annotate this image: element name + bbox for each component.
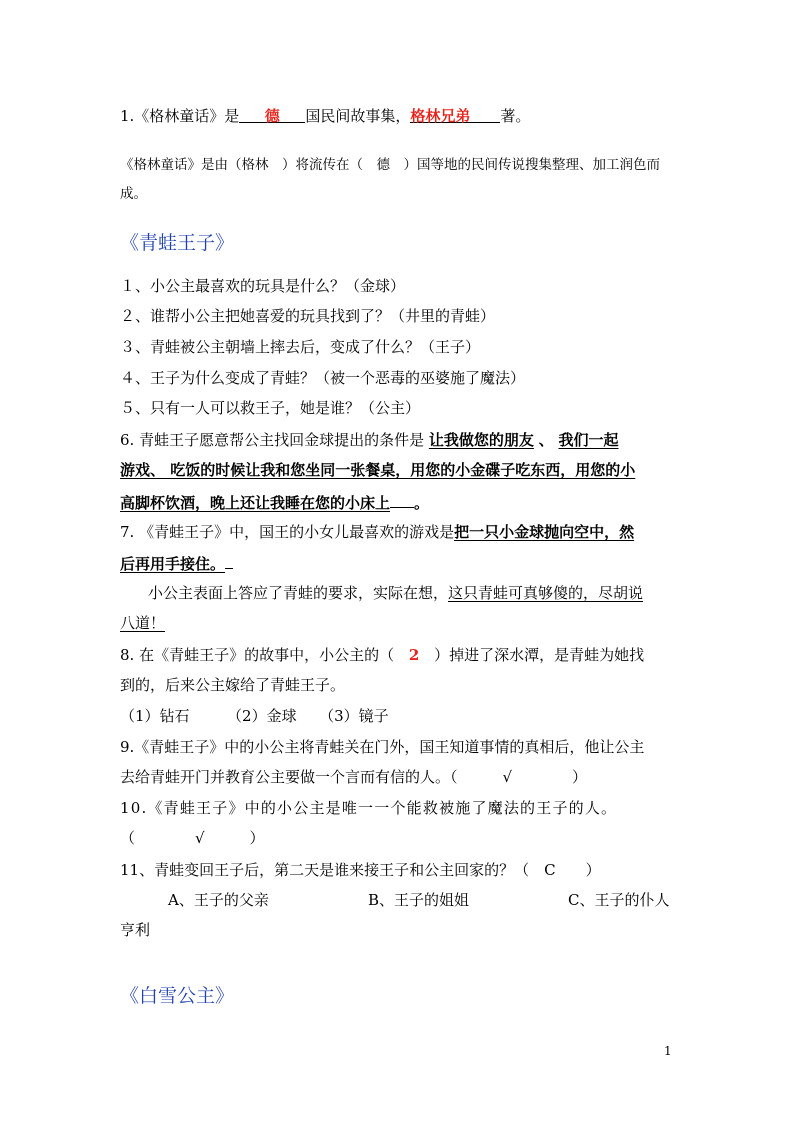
question-8-line-2: 到的，后来公主嫁给了青蛙王子。: [120, 676, 346, 694]
q11-option-a: A、王子的父亲: [168, 891, 269, 909]
question-10-line-2: （ √ ）: [120, 829, 265, 847]
question-8-options: （1）钻石 （2）金球 （3）镜子: [120, 707, 389, 725]
q1-suffix: 著。: [500, 107, 531, 125]
para-prefix: 小公主表面上答应了青蛙的要求，实际在想，: [148, 584, 449, 602]
q1-prefix: 1.《格林童话》是: [120, 107, 240, 125]
qa-item-3: ３、青蛙被公主朝墙上摔去后，变成了什么？（王子）: [120, 338, 481, 356]
question-11-line-1: 11、青蛙变回王子后，第二天是谁来接王子和公主回家的？（ C ）: [120, 861, 601, 879]
q7-blank-end: [225, 552, 233, 569]
q1-answer-author: 格林兄弟: [410, 107, 471, 125]
question-10-line-1: 10.《青蛙王子》中的小公主是唯一一个能救被施了魔法的王子的人。: [120, 799, 618, 817]
question-9-line-2: 去给青蛙开门并教育公主要做一个言而有信的人。（ √ ）: [120, 768, 588, 786]
section-title-snow-white: 《白雪公主》: [120, 985, 235, 1007]
q1-blank-author: [410, 106, 500, 123]
q6-prefix: 6. 青蛙王子愿意帮公主找回金球提出的条件是: [120, 431, 425, 449]
qa-item-2: ２、谁帮小公主把她喜爱的玩具找到了？（井里的青蛙）: [120, 307, 496, 325]
qa-item-5: ５、只有一人可以救王子，她是谁？（公主）: [120, 399, 421, 417]
q6-separator: 、: [538, 431, 554, 449]
q6-answer-2-start: 我们一起: [558, 431, 619, 449]
q6-answer-1: 让我做您的朋友: [428, 431, 534, 449]
q8-answer: 2: [408, 646, 420, 664]
q8-prefix: 8. 在《青蛙王子》的故事中，小公主的（: [120, 646, 395, 664]
question-1: [120, 106, 690, 126]
note-line-2: 成。: [120, 186, 147, 202]
q8-suffix: ）掉进了深水潭，是青蛙为她找: [434, 646, 645, 664]
question-6-line-2: 游戏、 吃饭的时候让我和您坐同一张餐桌，用您的小金碟子吃东西，用您的小: [120, 461, 636, 479]
paragraph-line-1: [148, 583, 688, 603]
question-6-line-1: [120, 430, 690, 450]
q7-prefix: 7. 《青蛙王子》中，国王的小女儿最喜欢的游戏是: [120, 523, 455, 541]
q6-answer-line-3: 高脚杯饮酒，晚上还让我睡在您的小床上: [120, 494, 391, 512]
q7-answer-2: 后再用手接住。: [120, 555, 226, 573]
q1-blank-country: [239, 106, 305, 123]
para-answer-1: 这只青蛙可真够傻的，尽胡说: [448, 584, 644, 602]
section-title-frog-prince: 《青蛙王子》: [120, 232, 235, 254]
q6-blank-end: [390, 491, 414, 508]
question-11-line-3: 亨利: [120, 921, 151, 939]
qa-item-4: ４、王子为什么变成了青蛙？（被一个恶毒的巫婆施了魔法）: [120, 369, 526, 387]
qa-item-1: １、小公主最喜欢的玩具是什么？（金球）: [120, 277, 406, 295]
q7-answer-1: 把一只小金球抛向空中，然: [454, 523, 635, 541]
q1-answer-country: 德: [264, 107, 280, 125]
question-8-line-1: [120, 645, 690, 665]
q11-option-c: C、王子的仆人: [568, 891, 670, 909]
q1-middle: 国民间故事集，: [305, 107, 411, 125]
paragraph-line-2: [120, 613, 690, 633]
note-line-1: 《格林童话》是由（格林 ）将流传在（ 德 ）国等地的民间传说搜集整理、加工润色而: [120, 157, 660, 173]
q11-option-b: B、王子的姐姐: [368, 891, 470, 909]
para-answer-2: 八道！: [120, 614, 166, 632]
question-7-line-1: [120, 522, 690, 542]
question-7-line-2: [120, 552, 690, 574]
q6-end: 。: [414, 494, 430, 512]
page-number: 1: [664, 1044, 672, 1058]
question-6-line-3: [120, 491, 690, 513]
question-9-line-1: 9.《青蛙王子》中的小公主将青蛙关在门外，国王知道事情的真相后，他让公主: [120, 738, 645, 756]
